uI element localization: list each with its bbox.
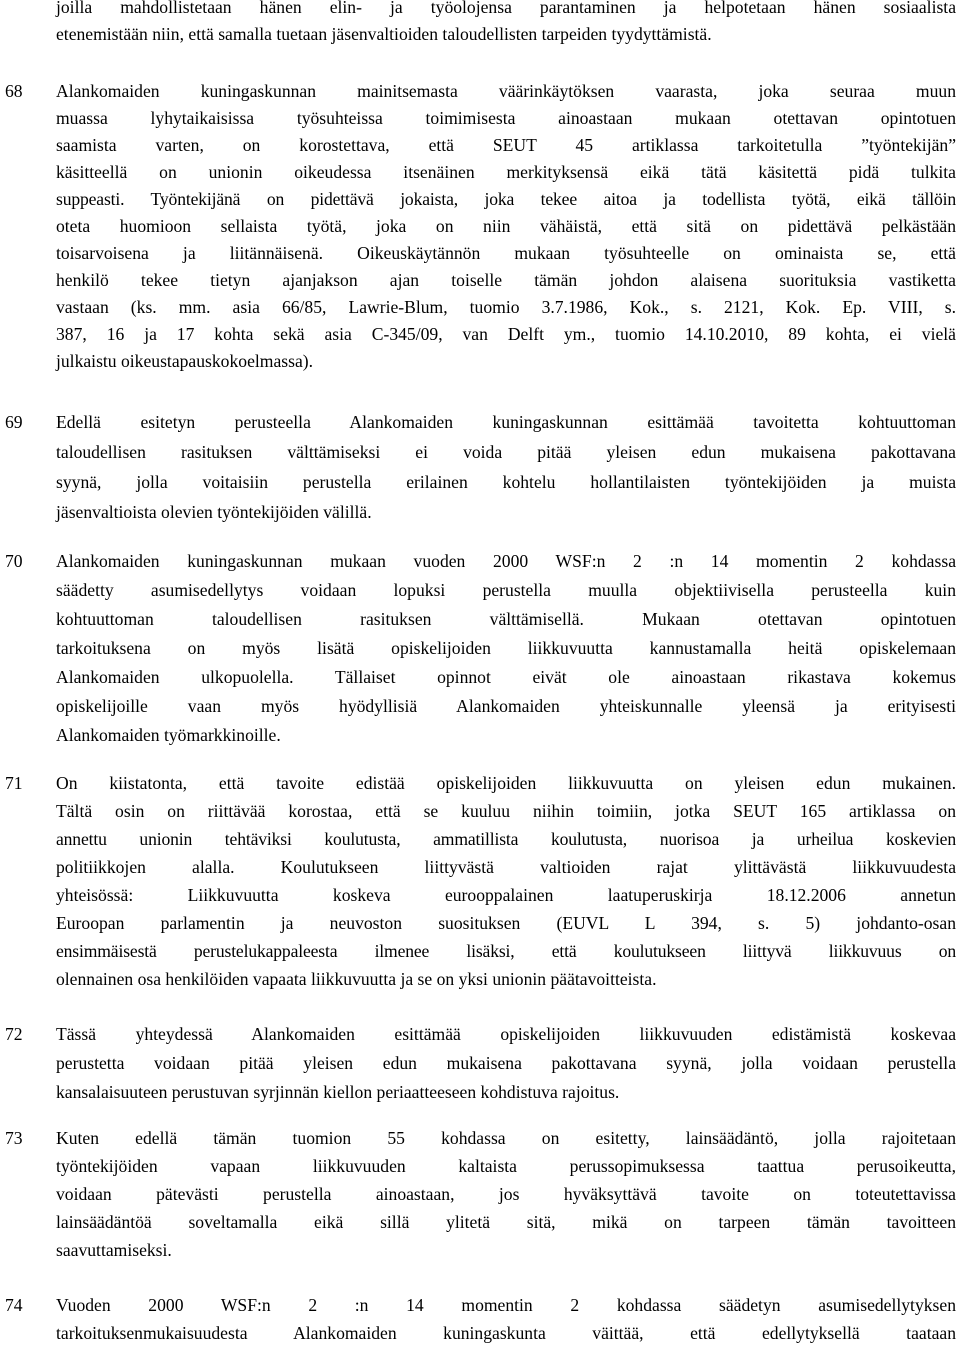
paragraph-number: 69	[5, 412, 23, 432]
paragraph-line: vastaan (ks. mm. asia 66/85, Lawrie-Blum, tuomio 3.7.1986, Kok., s. 2121, Kok. Ep. VIII, s.	[56, 297, 956, 317]
paragraph-line: kohtuuttoman taloudellisen rasituksen välttämisellä. Mukaan otettavan opintotuen	[56, 609, 956, 629]
paragraph-line: syynä, jolla voitaisiin perustella erilainen kohtelu hollantilaisten työntekijöiden ja muista	[56, 472, 956, 492]
paragraph-line: työntekijöiden vapaan liikkuvuuden kaltaista perussopimuksessa taattua perusoikeutta,	[56, 1156, 956, 1176]
paragraph-line: voidaan pätevästi perustella ainoastaan, jos hyväksyttävä tavoite on toteutettavissa	[56, 1184, 956, 1204]
paragraph-line: Edellä esitetyn perusteella Alankomaiden kuningaskunnan esittämää tavoitetta kohtuuttoman	[56, 412, 956, 432]
paragraph-line: toisarvoisena ja liitännäisenä. Oikeuskäytännön mukaan työsuhteelle on ominaista se, että	[56, 243, 956, 263]
paragraph-line: Tässä yhteydessä Alankomaiden esittämää opiskelijoiden liikkuvuuden edistämistä koskevaa	[56, 1024, 956, 1044]
paragraph-line: saavuttamiseksi.	[56, 1240, 172, 1260]
paragraph-line: jäsenvaltioista olevien työntekijöiden välillä.	[56, 502, 372, 522]
paragraph-line: tarkoituksena on myös lisätä opiskelijoiden liikkuvuutta kannustamalla heitä opiskelemaan	[56, 638, 956, 658]
paragraph-line: opiskelijoille vaan myös hyödyllisiä Alankomaiden yhteiskunnalle yleensä ja erityisesti	[56, 696, 956, 716]
paragraph-line: Kuten edellä tämän tuomion 55 kohdassa on esitetty, lainsäädäntö, jolla rajoitetaan	[56, 1128, 956, 1148]
paragraph-line: yhteisössä: Liikkuvuutta koskeva eurooppalainen laatuperuskirja 18.12.2006 annetun	[56, 885, 956, 905]
paragraph-line: kansalaisuuteen perustuvan syrjinnän kiellon periaatteeseen kohdistuva rajoitus.	[56, 1082, 620, 1102]
paragraph-number: 70	[5, 551, 23, 571]
paragraph-line: ensimmäisestä perustelukappaleesta ilmenee lisäksi, että koulutukseen liittyvä liikkuvuus on	[56, 941, 956, 961]
paragraph-line: muassa lyhytaikaisissa työsuhteissa toimimisesta ainoastaan mukaan otettavan opintotuen	[56, 108, 956, 128]
paragraph-line: On kiistatonta, että tavoite edistää opiskelijoiden liikkuvuutta on yleisen edun mukainen.	[56, 773, 956, 793]
paragraph-line: annettu unionin tehtäviksi koulutusta, ammatillista koulutusta, nuorisoa ja urheilua koskevien	[56, 829, 956, 849]
paragraph-number: 74	[5, 1295, 23, 1315]
paragraph-line: Alankomaiden työmarkkinoille.	[56, 725, 281, 745]
paragraph-line: suppeasti. Työntekijänä on pidettävä jokaista, joka tekee aitoa ja todellista työtä, eikä tällöin	[56, 189, 956, 209]
paragraph-line: lainsäädäntöä soveltamalla eikä sillä ylitetä sitä, mikä on tarpeen tämän tavoitteen	[56, 1212, 956, 1232]
paragraph-line: henkilö tekee tietyn ajanjakson ajan toiselle tämän johdon alaisena suorituksia vastiketta	[56, 270, 956, 290]
paragraph-line: Vuoden 2000 WSF:n 2 :n 14 momentin 2 kohdassa säädetyn asumisedellytyksen	[56, 1295, 956, 1315]
paragraph-line: säädetty asumisedellytys voidaan lopuksi perustella muulla objektiivisella perusteella kuin	[56, 580, 956, 600]
paragraph-line: perustetta voidaan pitää yleisen edun mukaisena pakottavana syynä, jolla voidaan perustella	[56, 1053, 956, 1073]
paragraph-line: oteta huomioon sellaista työtä, joka on niin vähäistä, että sitä on pidettävä pelkästään	[56, 216, 956, 236]
paragraph-line: Alankomaiden ulkopuolella. Tällaiset opinnot eivät ole ainoastaan rikastava kokemus	[56, 667, 956, 687]
paragraph-number: 68	[5, 81, 23, 101]
paragraph-number: 73	[5, 1128, 23, 1148]
paragraph-line: etenemistään niin, että samalla tuetaan jäsenvaltioiden taloudellisten tarpeiden tyydyttämistä.	[56, 24, 712, 44]
paragraph-line: tarkoituksenmukaisuudesta Alankomaiden kuningaskunta väittää, että edellytyksellä taataan	[56, 1323, 956, 1343]
paragraph-line: olennainen osa henkilöiden vapaata liikkuvuutta ja se on yksi unionin päätavoitteista.	[56, 969, 657, 989]
paragraph-line: käsitteellä on unionin oikeudessa itsenäinen merkityksensä eikä tätä käsitettä pidä tulkita	[56, 162, 956, 182]
paragraph-line: Tältä osin on riittävää korostaa, että se kuuluu niihin toimiin, jotka SEUT 165 artiklassa on	[56, 801, 956, 821]
paragraph-number: 71	[5, 773, 23, 793]
paragraph-line: joilla mahdollistetaan hänen elin- ja työolojensa parantaminen ja helpotetaan hänen sosiaalista	[56, 0, 956, 17]
paragraph-line: Alankomaiden kuningaskunnan mukaan vuoden 2000 WSF:n 2 :n 14 momentin 2 kohdassa	[56, 551, 956, 571]
paragraph-line: taloudellisen rasituksen välttämiseksi ei voida pitää yleisen edun mukaisena pakottavana	[56, 442, 956, 462]
paragraph-number: 72	[5, 1024, 23, 1044]
paragraph-line: politiikkojen alalla. Koulutukseen liittyvästä valtioiden rajat ylittävästä liikkuvuudesta	[56, 857, 956, 877]
paragraph-line: Euroopan parlamentin ja neuvoston suosituksen (EUVL L 394, s. 5) johdanto-osan	[56, 913, 956, 933]
paragraph-line: Alankomaiden kuningaskunnan mainitsemasta väärinkäytöksen vaarasta, joka seuraa muun	[56, 81, 956, 101]
paragraph-line: julkaistu oikeustapauskokoelmassa).	[56, 351, 314, 371]
paragraph-line: 387, 16 ja 17 kohta sekä asia C-345/09, van Delft ym., tuomio 14.10.2010, 89 kohta, ei vielä	[56, 324, 956, 344]
paragraph-line: saamista varten, on korostettava, että SEUT 45 artiklassa tarkoitetulla ”työntekijän”	[56, 135, 956, 155]
